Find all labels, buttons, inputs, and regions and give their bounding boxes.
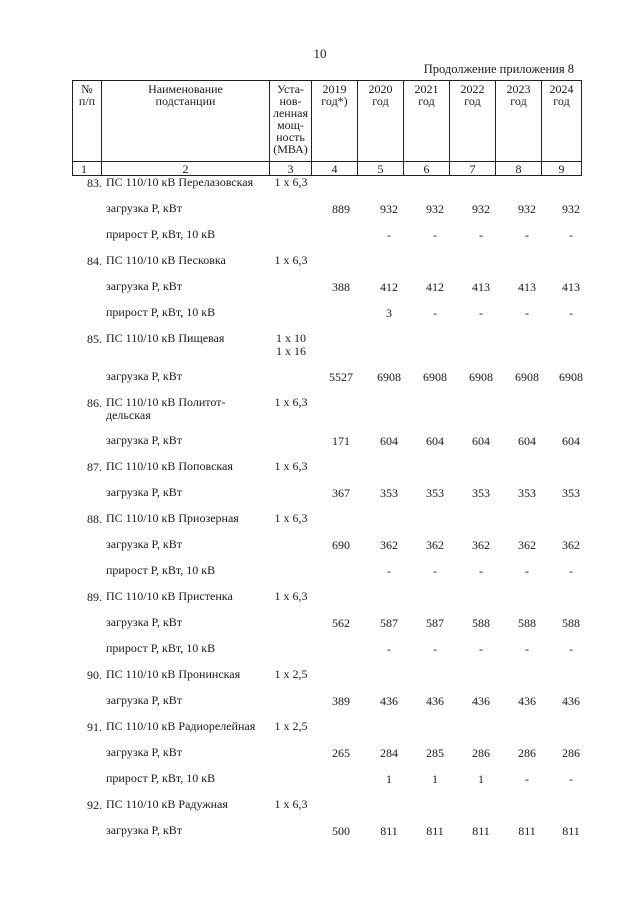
header-col-4 xyxy=(312,81,358,175)
row-number: 92. xyxy=(87,798,102,812)
installed-capacity: 1 x 6,3 xyxy=(274,459,308,473)
value-2021: 587 xyxy=(426,616,444,630)
row-number: 85. xyxy=(87,332,102,346)
row-label: прирост P, кВт, 10 кВ xyxy=(106,305,216,319)
value-2020: 932 xyxy=(380,202,398,216)
value-2023: 932 xyxy=(518,202,536,216)
value-2023: 286 xyxy=(518,746,536,760)
load-row xyxy=(72,616,582,636)
value-2019: 265 xyxy=(332,746,350,760)
value-2023: - xyxy=(525,772,529,786)
value-2020: 284 xyxy=(380,746,398,760)
station-name: ПС 110/10 кВ Приозерная xyxy=(106,511,239,525)
row-label: прирост P, кВт, 10 кВ xyxy=(106,771,216,785)
value-2024: - xyxy=(569,642,573,656)
value-2021: 285 xyxy=(426,746,444,760)
row-number: 88. xyxy=(87,512,102,526)
value-2020: 362 xyxy=(380,538,398,552)
header-col-number: 7 xyxy=(450,161,495,175)
header-col-6 xyxy=(404,81,450,175)
value-2019: 562 xyxy=(332,616,350,630)
value-2022: 353 xyxy=(472,486,490,500)
value-2020: 6908 xyxy=(377,370,401,384)
installed-capacity: 1 x 2,5 xyxy=(274,667,308,681)
row-label: загрузка P, кВт xyxy=(106,693,182,707)
value-2021: 412 xyxy=(426,280,444,294)
value-2022: 6908 xyxy=(469,370,493,384)
installed-capacity: 1 x 6,3 xyxy=(274,797,308,811)
value-2020: 3 xyxy=(386,306,392,320)
station-row xyxy=(72,720,582,740)
value-2022: - xyxy=(479,642,483,656)
value-2023: 413 xyxy=(518,280,536,294)
value-2021: 362 xyxy=(426,538,444,552)
value-2022: 362 xyxy=(472,538,490,552)
value-2023: - xyxy=(525,642,529,656)
row-number: 83. xyxy=(87,176,102,190)
station-row xyxy=(72,590,582,610)
value-2024: 932 xyxy=(562,202,580,216)
header-col-number: 9 xyxy=(542,161,581,175)
value-2023: 436 xyxy=(518,694,536,708)
value-2019: 500 xyxy=(332,824,350,838)
value-2021: - xyxy=(433,228,437,242)
table-header xyxy=(72,80,582,176)
value-2022: 932 xyxy=(472,202,490,216)
station-name: ПС 110/10 кВ Перелазовская xyxy=(106,175,254,189)
installed-capacity: 1 x 6,3 xyxy=(274,253,308,267)
value-2024: 588 xyxy=(562,616,580,630)
load-row xyxy=(72,538,582,558)
value-2023: 353 xyxy=(518,486,536,500)
header-col-number: 5 xyxy=(358,161,403,175)
header-col-label: 2020 год xyxy=(368,82,393,108)
value-2021: 604 xyxy=(426,434,444,448)
row-label: загрузка P, кВт xyxy=(106,537,182,551)
value-2022: 1 xyxy=(478,772,484,786)
value-2021: 1 xyxy=(432,772,438,786)
value-2022: 604 xyxy=(472,434,490,448)
value-2021: 436 xyxy=(426,694,444,708)
value-2024: - xyxy=(569,228,573,242)
installed-capacity: 1 x 10 1 x 16 xyxy=(276,331,306,358)
station-name: ПС 110/10 кВ Пристенка xyxy=(106,589,233,603)
row-label: прирост P, кВт, 10 кВ xyxy=(106,227,216,241)
row-label: загрузка P, кВт xyxy=(106,745,182,759)
value-2019: 389 xyxy=(332,694,350,708)
value-2021: 932 xyxy=(426,202,444,216)
row-label: загрузка P, кВт xyxy=(106,485,182,499)
row-label: загрузка P, кВт xyxy=(106,279,182,293)
value-2023: - xyxy=(525,228,529,242)
installed-capacity: 1 x 6,3 xyxy=(274,175,308,189)
value-2023: 604 xyxy=(518,434,536,448)
row-label: загрузка P, кВт xyxy=(106,433,182,447)
header-col-label: Уста- нов- ленная мощ- ность (МВА) xyxy=(272,82,308,156)
value-2022: 413 xyxy=(472,280,490,294)
load-row xyxy=(72,486,582,506)
growth-row xyxy=(72,306,582,326)
header-col-label: 2022 год xyxy=(460,82,485,108)
header-col-5 xyxy=(358,81,404,175)
row-number: 91. xyxy=(87,720,102,734)
station-row xyxy=(72,395,582,422)
row-label: загрузка P, кВт xyxy=(106,615,182,629)
station-name: ПС 110/10 кВ Пронинская xyxy=(106,667,241,681)
header-col-9 xyxy=(542,81,582,175)
value-2022: - xyxy=(479,564,483,578)
value-2024: 6908 xyxy=(559,370,583,384)
value-2019: 367 xyxy=(332,486,350,500)
growth-row xyxy=(72,772,582,792)
value-2019: 388 xyxy=(332,280,350,294)
installed-capacity: 1 x 2,5 xyxy=(274,719,308,733)
value-2020: 587 xyxy=(380,616,398,630)
load-row xyxy=(72,280,582,300)
header-col-7 xyxy=(450,81,496,175)
value-2020: 436 xyxy=(380,694,398,708)
row-number: 89. xyxy=(87,590,102,604)
load-row xyxy=(72,746,582,766)
value-2020: - xyxy=(387,228,391,242)
station-name: ПС 110/10 кВ Пищевая xyxy=(106,331,225,345)
header-col-label: 2024 год xyxy=(549,82,574,108)
value-2021: - xyxy=(433,642,437,656)
value-2024: 362 xyxy=(562,538,580,552)
value-2020: 811 xyxy=(380,824,398,838)
value-2021: - xyxy=(433,306,437,320)
value-2021: 353 xyxy=(426,486,444,500)
header-col-label: 2023 год xyxy=(506,82,531,108)
value-2023: - xyxy=(525,306,529,320)
station-name: ПС 110/10 кВ Политот- дельская xyxy=(106,395,226,422)
value-2024: 286 xyxy=(562,746,580,760)
continuation-label: Продолжение приложения 8 xyxy=(423,62,574,76)
header-col-label: 2019 год*) xyxy=(321,82,348,108)
header-col-number: 2 xyxy=(102,161,269,175)
station-row xyxy=(72,798,582,818)
header-col-3 xyxy=(270,81,312,175)
row-number: 84. xyxy=(87,254,102,268)
value-2020: - xyxy=(387,564,391,578)
row-number: 87. xyxy=(87,460,102,474)
header-col-number: 8 xyxy=(496,161,541,175)
station-name: ПС 110/10 кВ Поповская xyxy=(106,459,233,473)
value-2022: - xyxy=(479,228,483,242)
station-row xyxy=(72,512,582,532)
header-col-label: 2021 год xyxy=(414,82,439,108)
load-row xyxy=(72,694,582,714)
load-row xyxy=(72,434,582,454)
value-2022: 286 xyxy=(472,746,490,760)
value-2020: 1 xyxy=(386,772,392,786)
page-number: 10 xyxy=(313,46,327,61)
value-2024: 413 xyxy=(562,280,580,294)
value-2023: 588 xyxy=(518,616,536,630)
installed-capacity: 1 x 6,3 xyxy=(274,511,308,525)
value-2024: 811 xyxy=(562,824,580,838)
header-col-label: Наименование подстанции xyxy=(148,82,223,108)
value-2020: - xyxy=(387,642,391,656)
station-row xyxy=(72,460,582,480)
header-col-number: 6 xyxy=(404,161,449,175)
value-2024: - xyxy=(569,564,573,578)
value-2022: - xyxy=(479,306,483,320)
station-row xyxy=(72,331,582,358)
station-row xyxy=(72,668,582,688)
value-2020: 412 xyxy=(380,280,398,294)
value-2024: 353 xyxy=(562,486,580,500)
value-2019: 889 xyxy=(332,202,350,216)
growth-row xyxy=(72,642,582,662)
row-label: загрузка P, кВт xyxy=(106,369,182,383)
load-row xyxy=(72,202,582,222)
installed-capacity: 1 x 6,3 xyxy=(274,589,308,603)
station-row xyxy=(72,254,582,274)
header-col-label: № п/п xyxy=(78,82,96,108)
value-2024: 436 xyxy=(562,694,580,708)
growth-row xyxy=(72,228,582,248)
station-row xyxy=(72,176,582,196)
value-2023: 811 xyxy=(518,824,536,838)
value-2022: 436 xyxy=(472,694,490,708)
header-col-8 xyxy=(496,81,542,175)
value-2021: - xyxy=(433,564,437,578)
growth-row xyxy=(72,564,582,584)
value-2022: 588 xyxy=(472,616,490,630)
header-col-number: 4 xyxy=(312,161,357,175)
header-col-1 xyxy=(72,81,102,175)
station-name: ПС 110/10 кВ Радужная xyxy=(106,797,228,811)
value-2023: 6908 xyxy=(515,370,539,384)
value-2024: - xyxy=(569,306,573,320)
value-2022: 811 xyxy=(472,824,490,838)
station-name: ПС 110/10 кВ Радиорелейная xyxy=(106,719,256,733)
value-2019: 5527 xyxy=(329,370,353,384)
header-col-number: 3 xyxy=(270,161,311,175)
row-label: загрузка P, кВт xyxy=(106,201,182,215)
row-number: 90. xyxy=(87,668,102,682)
load-row xyxy=(72,824,582,844)
value-2023: 362 xyxy=(518,538,536,552)
value-2019: 690 xyxy=(332,538,350,552)
value-2024: - xyxy=(569,772,573,786)
row-label: прирост P, кВт, 10 кВ xyxy=(106,563,216,577)
value-2019: 171 xyxy=(332,434,350,448)
load-row xyxy=(72,370,582,390)
value-2020: 353 xyxy=(380,486,398,500)
row-label: прирост P, кВт, 10 кВ xyxy=(106,641,216,655)
value-2021: 811 xyxy=(426,824,444,838)
value-2023: - xyxy=(525,564,529,578)
header-col-number: 1 xyxy=(73,161,101,175)
value-2024: 604 xyxy=(562,434,580,448)
value-2021: 6908 xyxy=(423,370,447,384)
header-col-2 xyxy=(102,81,270,175)
installed-capacity: 1 x 6,3 xyxy=(274,395,308,409)
row-label: загрузка P, кВт xyxy=(106,823,182,837)
station-name: ПС 110/10 кВ Песковка xyxy=(106,253,226,267)
row-number: 86. xyxy=(87,396,102,410)
value-2020: 604 xyxy=(380,434,398,448)
